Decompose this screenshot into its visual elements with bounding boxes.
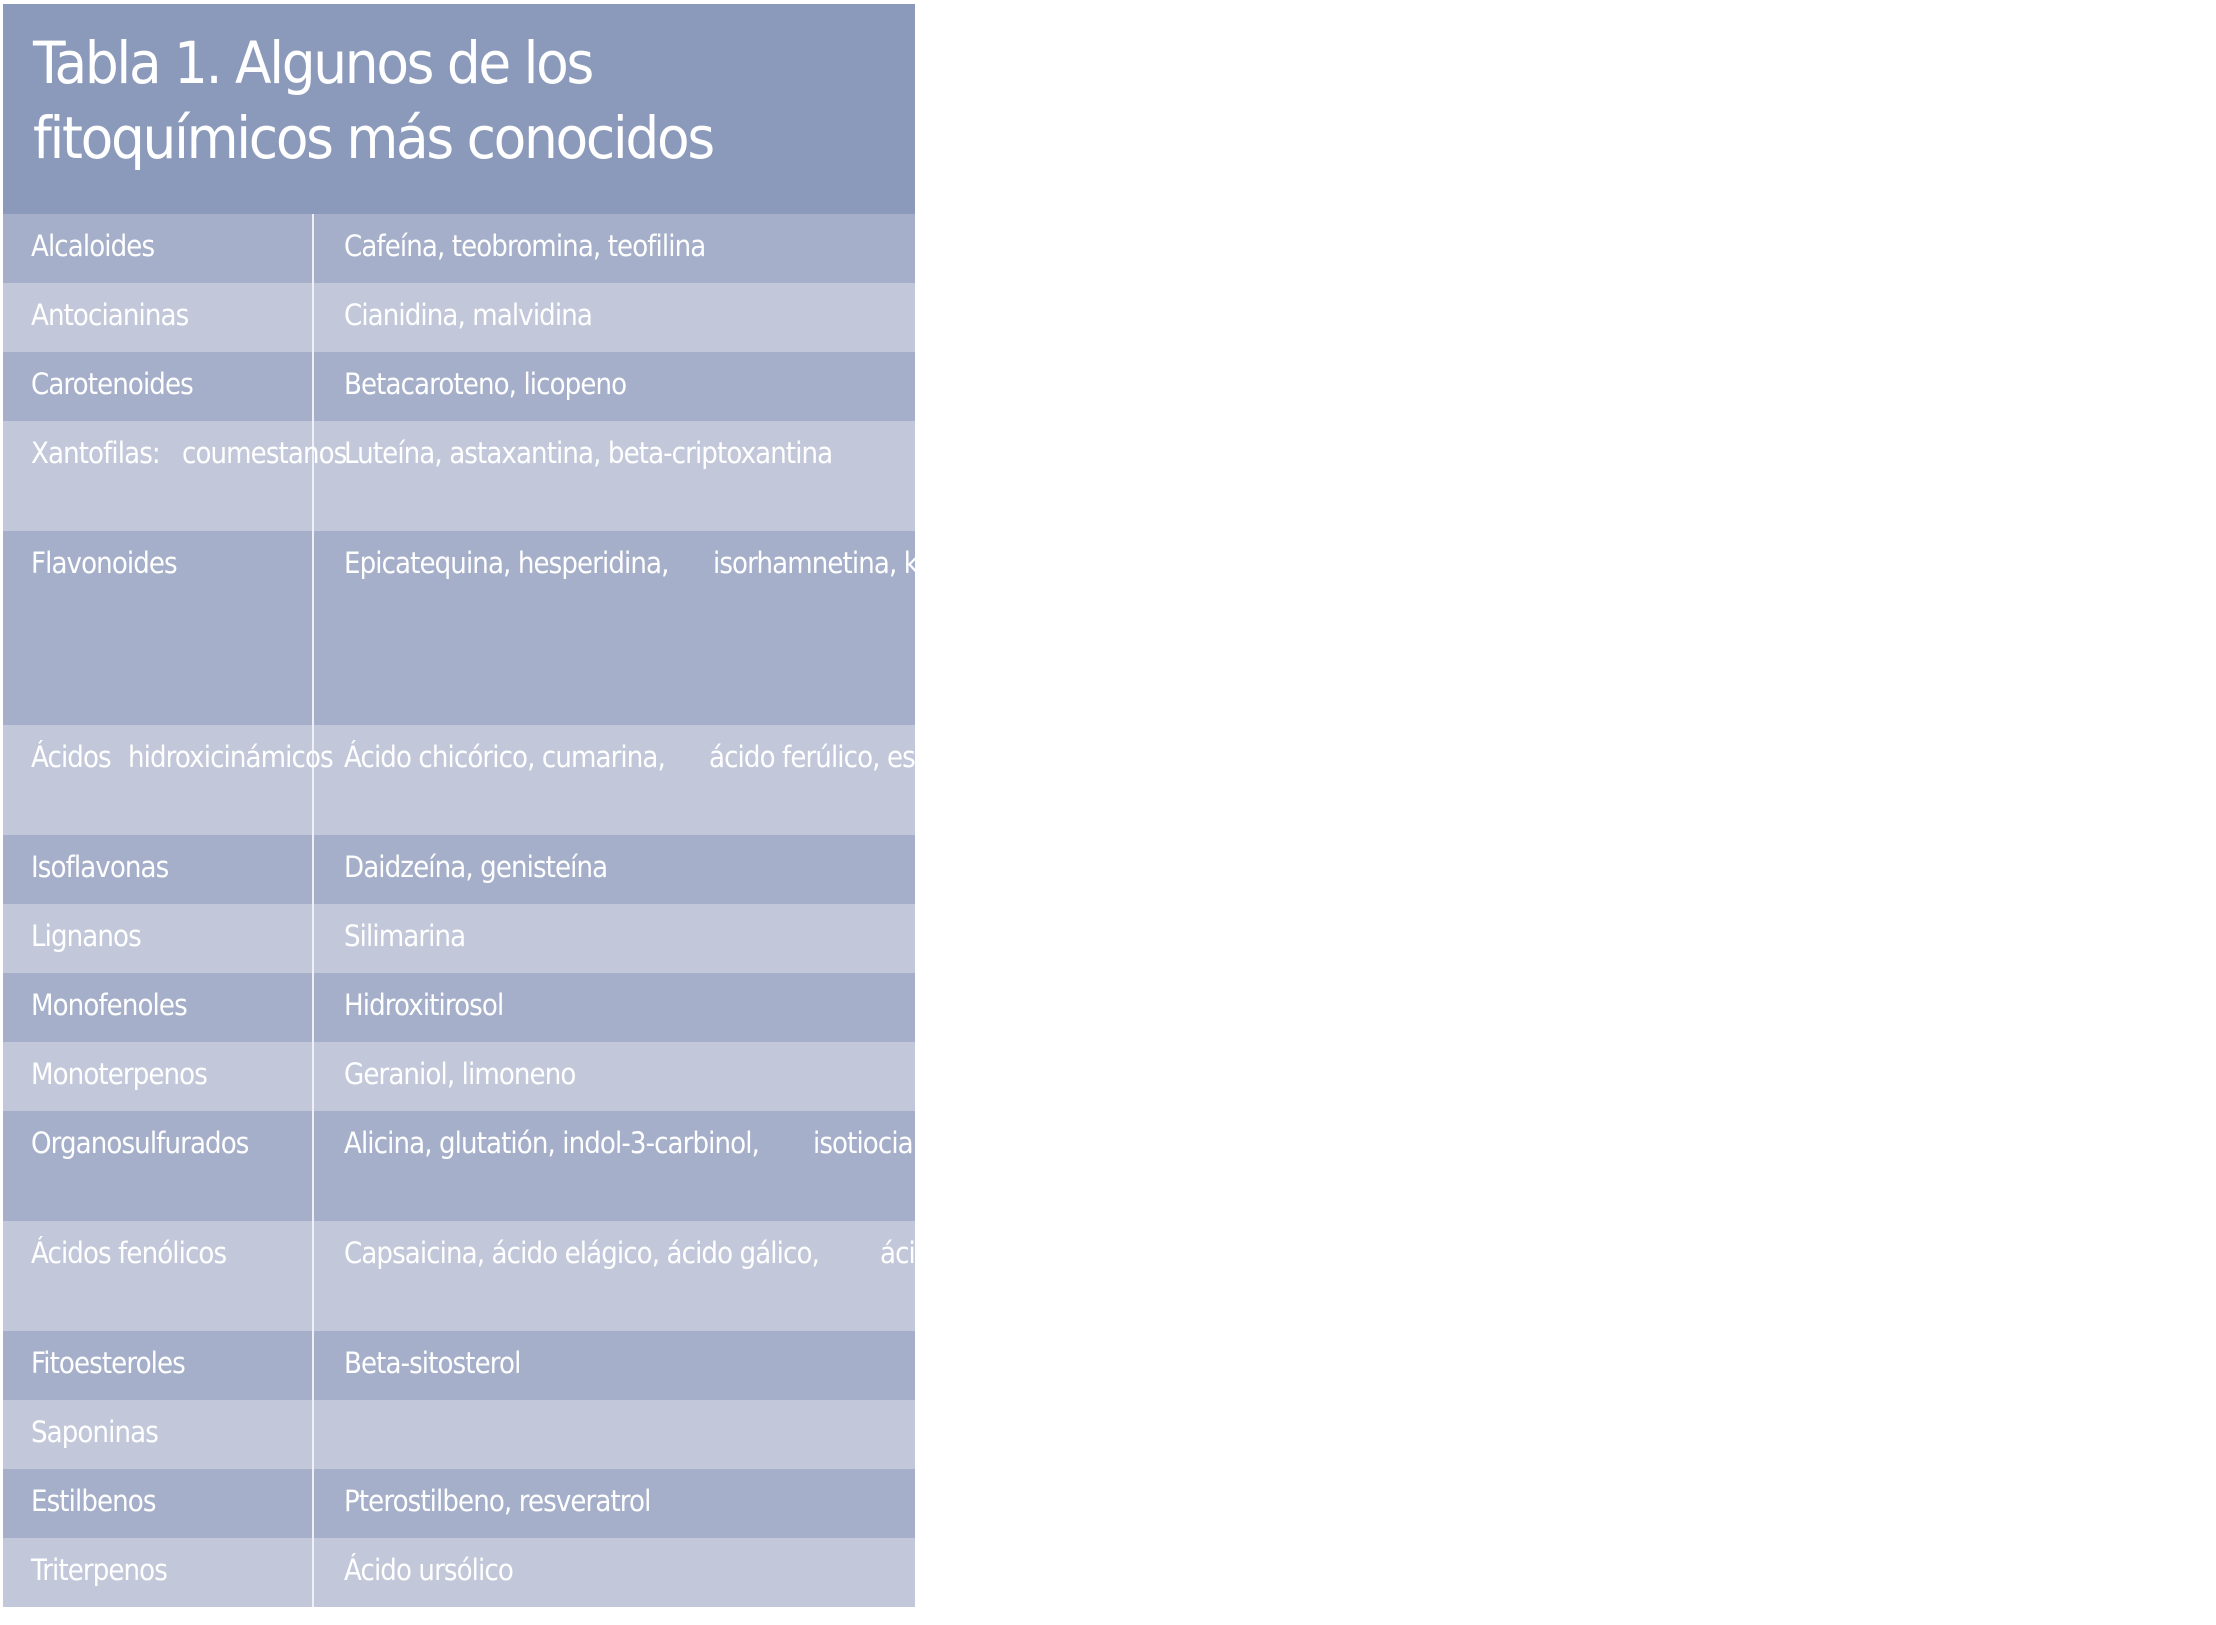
examples-text: Ácido ursólico bbox=[344, 1553, 513, 1587]
examples-text: Geraniol, limoneno bbox=[344, 1057, 576, 1091]
table-row bbox=[3, 352, 915, 421]
examples-cell bbox=[314, 1111, 1133, 1221]
table-row bbox=[3, 214, 915, 283]
examples-cell bbox=[314, 283, 915, 352]
table-row bbox=[3, 531, 2175, 725]
examples-text: Beta-sitosterol bbox=[344, 1346, 521, 1380]
category-text: Ácidos bbox=[31, 740, 111, 774]
category-text: Triterpenos bbox=[31, 1553, 167, 1587]
examples-cell bbox=[314, 1400, 915, 1469]
category-cell bbox=[3, 1469, 314, 1538]
category-cell bbox=[3, 1331, 314, 1400]
examples-text: ácido rosmarínico, ácido tánico bbox=[879, 1236, 1260, 1270]
category-cell bbox=[3, 1400, 314, 1469]
category-text: Saponinas bbox=[31, 1415, 158, 1449]
category-text: Carotenoides bbox=[31, 367, 193, 401]
examples-cell bbox=[314, 531, 2175, 725]
table-row bbox=[3, 1331, 915, 1400]
examples-text: Hidroxitirosol bbox=[344, 988, 504, 1022]
category-text: Isoflavonas bbox=[31, 850, 169, 884]
table-row bbox=[3, 1538, 915, 1607]
category-text: Xantofilas: bbox=[31, 436, 160, 470]
category-cell bbox=[3, 1111, 314, 1221]
examples-text: Ácido chicórico, cumarina, bbox=[344, 740, 665, 774]
category-text: hidroxicinámicos bbox=[127, 740, 333, 774]
phytochemicals-table bbox=[3, 214, 2175, 1607]
table-row bbox=[3, 1042, 915, 1111]
category-text: Lignanos bbox=[31, 919, 141, 953]
examples-text: Cafeína, teobromina, teofilina bbox=[344, 229, 706, 263]
table-row bbox=[3, 1400, 915, 1469]
table-row bbox=[3, 904, 915, 973]
table-row bbox=[3, 973, 915, 1042]
category-cell bbox=[3, 531, 314, 725]
category-text: Organosulfurados bbox=[31, 1126, 249, 1160]
table-panel bbox=[3, 4, 2175, 1621]
examples-cell bbox=[314, 904, 915, 973]
examples-cell bbox=[314, 1538, 915, 1607]
examples-cell bbox=[314, 1331, 915, 1400]
table-row bbox=[3, 421, 915, 531]
examples-text: Alicina, glutatión, indol-3-carbinol, bbox=[344, 1126, 759, 1160]
category-cell bbox=[3, 1221, 314, 1331]
category-cell bbox=[3, 1538, 314, 1607]
table-title-line-1: Tabla 1. Algunos de los bbox=[33, 29, 592, 97]
category-text: Alcaloides bbox=[31, 229, 155, 263]
table-row bbox=[3, 725, 1042, 835]
examples-text: isotiocianatos, sulforafano bbox=[813, 1126, 1133, 1160]
category-cell bbox=[3, 904, 314, 973]
category-text: Monofenoles bbox=[31, 988, 187, 1022]
category-cell bbox=[3, 352, 314, 421]
examples-text: Luteína, astaxantina, beta-criptoxantina bbox=[344, 436, 833, 470]
examples-cell bbox=[314, 725, 1042, 835]
category-cell bbox=[3, 725, 333, 835]
examples-text: quercetina, rutina, tangeretina bbox=[1800, 546, 2175, 580]
examples-cell bbox=[314, 214, 915, 283]
category-cell bbox=[3, 421, 347, 531]
examples-cell bbox=[314, 352, 915, 421]
examples-cell bbox=[314, 1221, 1260, 1331]
table-title-line-2: fitoquímicos más conocidos bbox=[33, 104, 713, 172]
examples-text: Daidzeína, genisteína bbox=[344, 850, 608, 884]
examples-text: naringina, nobiletina, proantocianidinas, bbox=[1246, 546, 1738, 580]
category-text: Ácidos fenólicos bbox=[31, 1236, 227, 1270]
table-title bbox=[33, 26, 817, 176]
examples-cell bbox=[314, 835, 915, 904]
category-cell bbox=[3, 1042, 314, 1111]
table-row bbox=[3, 1221, 1260, 1331]
examples-text: Silimarina bbox=[344, 919, 466, 953]
category-cell bbox=[3, 835, 314, 904]
table-row bbox=[3, 283, 915, 352]
examples-cell bbox=[314, 1042, 915, 1111]
category-text: Fitoesteroles bbox=[31, 1346, 185, 1380]
examples-text: isorhamnetina, kaempferol, miricetina, bbox=[712, 546, 1187, 580]
category-text: Antocianinas bbox=[31, 298, 189, 332]
examples-text: Cianidina, malvidina bbox=[344, 298, 592, 332]
table-row bbox=[3, 835, 915, 904]
category-text: coumestanos bbox=[182, 436, 347, 470]
examples-text: Pterostilbeno, resveratrol bbox=[344, 1484, 651, 1518]
table-row bbox=[3, 1111, 1133, 1221]
examples-text: Epicatequina, hesperidina, bbox=[344, 546, 669, 580]
examples-cell bbox=[314, 973, 915, 1042]
category-text: Estilbenos bbox=[31, 1484, 156, 1518]
category-cell bbox=[3, 973, 314, 1042]
examples-text: Capsaicina, ácido elágico, ácido gálico, bbox=[344, 1236, 819, 1270]
title-bar bbox=[3, 4, 915, 214]
table-row bbox=[3, 1469, 915, 1538]
examples-text: Betacaroteno, licopeno bbox=[344, 367, 627, 401]
category-cell bbox=[3, 283, 314, 352]
examples-cell bbox=[314, 1469, 915, 1538]
category-text: Flavonoides bbox=[31, 546, 177, 580]
examples-cell bbox=[314, 421, 915, 531]
category-text: Monoterpenos bbox=[31, 1057, 207, 1091]
category-cell bbox=[3, 214, 314, 283]
examples-text: ácido ferúlico, escopoletina bbox=[708, 740, 1042, 774]
